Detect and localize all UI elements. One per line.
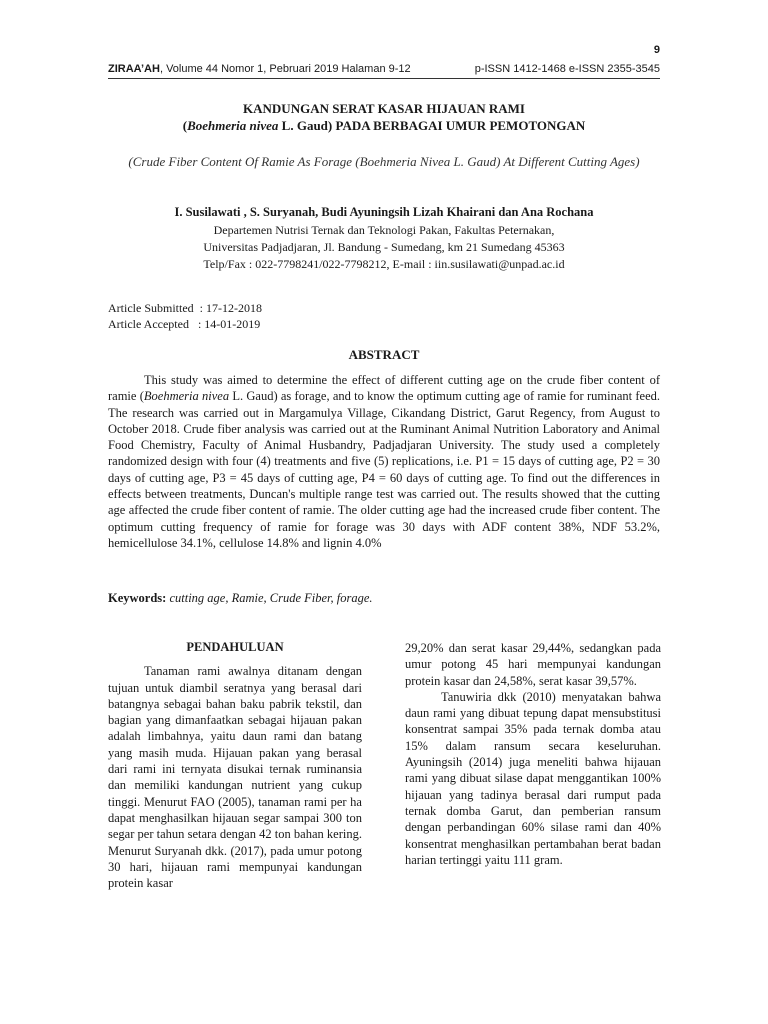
journal-citation [108, 63, 411, 75]
column-left [108, 639, 362, 891]
date-submitted: Article Submitted : 17-12-2018 [108, 301, 262, 315]
affiliation [108, 222, 660, 273]
title-species: Boehmeria nivea [187, 118, 279, 133]
affiliation-line-1: Departemen Nutrisi Ternak dan Teknologi Pakan, Fakultas Peternakan, [213, 223, 555, 237]
section-heading-pendahuluan: PENDAHULUAN [186, 640, 284, 654]
keywords-text: cutting age, Ramie, Crude Fiber, forage. [169, 591, 373, 605]
keywords [108, 591, 660, 606]
abstract-heading: ABSTRACT [348, 347, 420, 362]
title-line-2: (Boehmeria nivea L. Gaud) PADA BERBAGAI UMUR PEMOTONGAN [182, 118, 586, 133]
column-right [405, 640, 661, 868]
running-header [108, 63, 660, 75]
header-rule [108, 78, 660, 79]
author-list: I. Susilawati , S. Suryanah, Budi Ayuningsih Lizah Khairani dan Ana Rochana [174, 205, 594, 219]
abstract-body: This study was aimed to determine the effect of different cutting age on the crude fiber content of ramie (Boehmeria nivea L. Gaud) as forage, and to know the optimum cutting age of ramie for ruminant feed. The research was carried out in Margamulya Village, Cikandang District, Garut Regency, from August to October 2018. Crude fiber analysis was carried out at the Ruminant Animal Nutrition Laboratory and Animal Food Chemistry, Faculty of Animal Husbandry, Padjadjaran University. The study used a completely randomized design with four (4) treatments and five (5) replications, i.e. P1 = 15 days of cutting age, P2 = 30 days of cutting age, P3 = 45 days of cutting age, P4 = 60 days of cutting age. To find out the differences in effects between treatments, Duncan's multiple range test was carried out. The results showed that the cutting age affected the crude fiber content of ramie. The older cutting age had the increased crude fiber content. The optimum cutting frequency of ramie for forage was 30 days with ADF content 38%, NDF 53.2%, hemicellulose 34.1%, cellulose 14.8% and lignin 4.0% [108, 373, 661, 550]
date-accepted: Article Accepted : 14-01-2019 [108, 317, 261, 331]
article-dates [108, 300, 262, 332]
abstract-species: Boehmeria nivea [143, 389, 230, 404]
page-number: 9 [653, 44, 660, 56]
intro-paragraph-2: Tanuwiria dkk (2010) menyatakan bahwa daun rami yang dibuat tepung dapat mensubstitusi konsentrat sampai 35% pada ternak domba atau 15% dalam ransum secara keseluruhan. Ayuningsih (2014) juga meneliti bahwa hijauan rami yang dibuat silase dapat menggantikan 100% hijauan yang tadinya berasal dari rumput pada ternak domba Garut, dan pemberian ransum dengan perbandingan 60% silase rami dan 40% konsentrat menghasilkan pertambahan berat badan harian tertinggi yaitu 111 gram. [405, 689, 661, 867]
keywords-label: Keywords: [108, 591, 167, 605]
title-line-1: KANDUNGAN SERAT KASAR HIJAUAN RAMI [243, 101, 525, 116]
issn-info: p-ISSN 1412-1468 e-ISSN 2355-3545 [474, 63, 660, 75]
intro-paragraph-1: Tanaman rami awalnya ditanam dengan tujuan untuk diambil seratnya yang berasal dari batangnya sebagai bahan baku pabrik tekstil, dan bagian yang dimanfaatkan sebagai hijauan pakan adalah limbahnya, yaitu daun rami dan batang yang masih muda. Hijauan pakan yang berasal dari rami ini ternyata disukai ternak ruminansia dan memiliki kandungan nutrient yang cukup tinggi. Menurut FAO (2005), tanaman rami per ha dapat menghasilkan hijauan segar sampai 300 ton segar per tahun setara dengan 42 ton bahan kering. Menurut Suryanah dkk. (2017), pada umur potong 30 hari, hijauan rami mempunyai kandungan protein kasar [108, 664, 362, 891]
contact-line: Telp/Fax : 022-7798241/022-7798212, E-mail : iin.susilawati@unpad.ac.id [203, 257, 565, 271]
journal-name: ZIRAA’AH [108, 63, 160, 75]
paper-title [108, 100, 660, 134]
intro-paragraph-1-cont: 29,20% dan serat kasar 29,44%, sedangkan pada umur potong 45 hari mempunyai kandungan protein kasar dan 24,58%, serat kasar 39,57%. [405, 641, 661, 688]
volume-info: , Volume 44 Nomor 1, Pebruari 2019 Halaman 9-12 [159, 63, 411, 75]
english-title: (Crude Fiber Content Of Ramie As Forage (Boehmeria Nivea L. Gaud) At Different Cutting Ages) [128, 154, 640, 169]
affiliation-line-2: Universitas Padjadjaran, Jl. Bandung - Sumedang, km 21 Sumedang 45363 [203, 240, 565, 254]
